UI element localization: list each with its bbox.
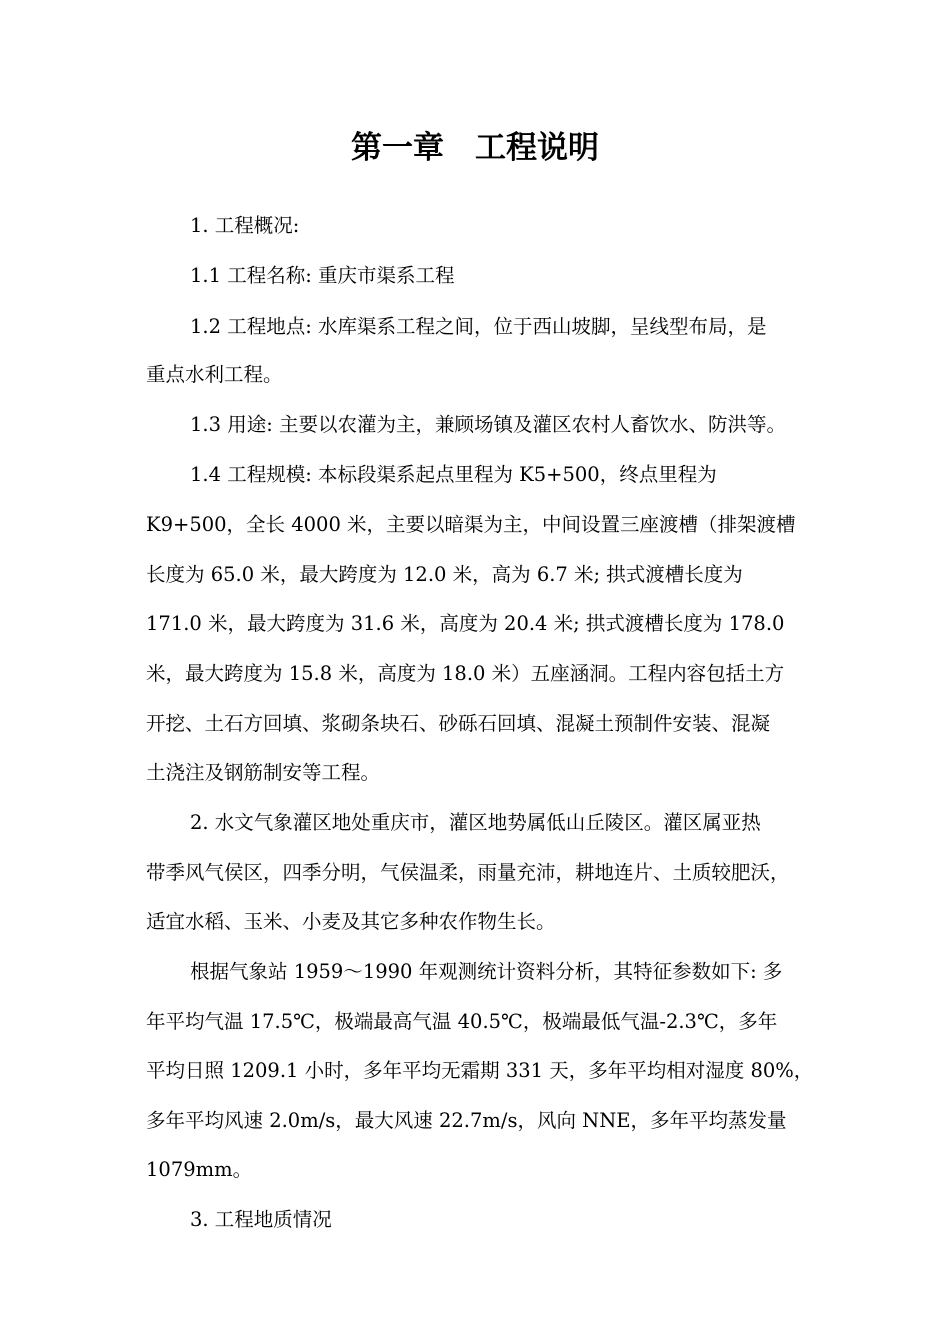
climate-line-4: 多年平均风速 2.0m/s，最大风速 22.7m/s，风向 NNE，多年平均蒸发量 [146, 1109, 787, 1132]
project-name-line: 1.1 工程名称: 重庆市渠系工程 [190, 264, 455, 287]
project-location-line-2: 重点水利工程。 [146, 363, 283, 386]
section-3-heading: 3. 工程地质情况 [190, 1208, 332, 1231]
section-1-heading: 1. 工程概况: [190, 214, 300, 237]
project-scale-line-4: 171.0 米，最大跨度为 31.6 米，高度为 20.4 米; 拱式渡槽长度为 178.0 [146, 612, 785, 635]
climate-line-3: 平均日照 1209.1 小时，多年平均无霜期 331 天，多年平均相对湿度 80%， [146, 1059, 814, 1082]
project-scale-line-7: 土浇注及钢筋制安等工程。 [146, 761, 381, 784]
chapter-title: 第一章 工程说明 [351, 130, 599, 166]
hydrology-line-1: 2. 水文气象灌区地处重庆市，灌区地势属低山丘陵区。灌区属亚热 [190, 811, 761, 834]
project-scale-line-5: 米，最大跨度为 15.8 米，高度为 18.0 米）五座涵洞。工程内容包括土方 [146, 662, 785, 685]
project-location-line-1: 1.2 工程地点: 水库渠系工程之间，位于西山坡脚，呈线型布局，是 [190, 315, 767, 338]
hydrology-line-2: 带季风气侯区，四季分明，气侯温柔，雨量充沛，耕地连片、土质较肥沃， [146, 861, 790, 884]
project-scale-line-2: K9+500，全长 4000 米，主要以暗渠为主，中间设置三座渡槽（排架渡槽 [146, 513, 796, 536]
hydrology-line-3: 适宜水稻、玉米、小麦及其它多种农作物生长。 [146, 910, 556, 933]
climate-line-5: 1079mm。 [146, 1158, 253, 1181]
project-scale-line-6: 开挖、土石方回填、浆砌条块石、砂砾石回填、混凝土预制件安装、混凝 [146, 712, 771, 735]
project-scale-line-1: 1.4 工程规模: 本标段渠系起点里程为 K5+500，终点里程为 [190, 463, 717, 486]
project-scale-line-3: 长度为 65.0 米，最大跨度为 12.0 米，高为 6.7 米; 拱式渡槽长度为 [146, 563, 743, 586]
project-use-line: 1.3 用途: 主要以农灌为主，兼顾场镇及灌区农村人畜饮水、防洪等。 [190, 413, 786, 436]
climate-line-1: 根据气象站 1959～1990 年观测统计资料分析，其特征参数如下: 多 [190, 960, 783, 983]
climate-line-2: 年平均气温 17.5℃，极端最高气温 40.5℃，极端最低气温-2.3℃，多年 [146, 1010, 778, 1033]
